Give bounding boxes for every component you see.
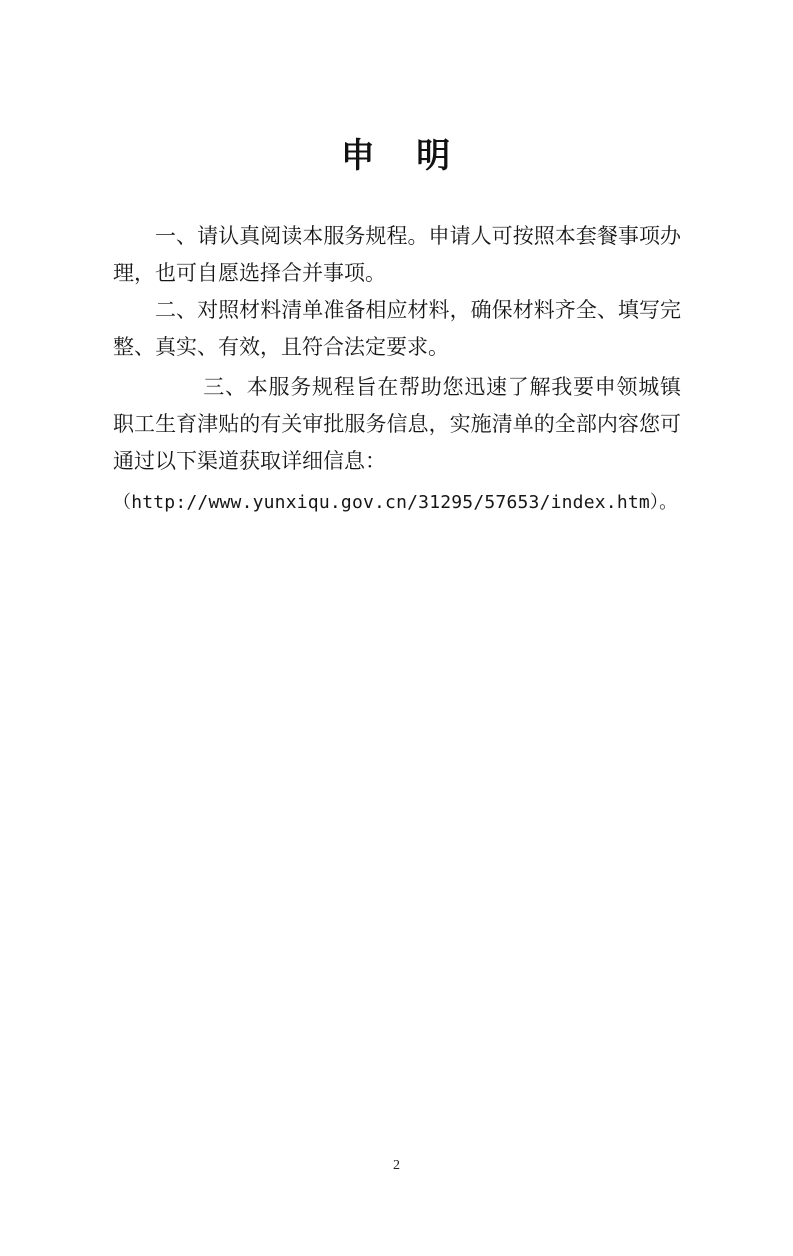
url-line: （http://www.yunxiqu.gov.cn/31295/57653/index.htm）。 <box>113 492 678 513</box>
page-title: 申 明 <box>340 137 453 175</box>
paragraph-3: 三、本服务规程旨在帮助您迅速了解我要申领城镇职工生育津贴的有关审批服务信息，实施清单的全部内容您可通过以下渠道获取详细信息： <box>113 375 681 473</box>
document-body <box>113 218 681 521</box>
paragraph-2: 二、对照材料清单准备相应材料，确保材料齐全、填写完整、真实、有效，且符合法定要求。 <box>113 298 681 359</box>
paragraph-1: 一、请认真阅读本服务规程。申请人可按照本套餐事项办理，也可自愿选择合并事项。 <box>113 224 681 285</box>
page-number: 2 <box>393 1158 400 1173</box>
document-page <box>0 134 793 1256</box>
